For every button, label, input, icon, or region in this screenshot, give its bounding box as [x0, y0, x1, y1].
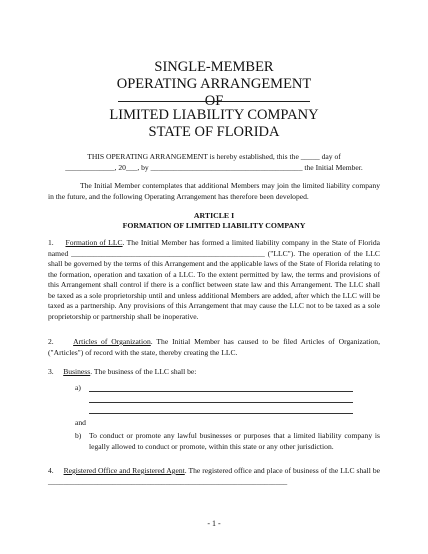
- item-b-text: To conduct or promote any lawful businesses or purposes that a limited liability company is legally allowed to conduct or promote, within this state or any other jurisdiction.: [89, 431, 380, 451]
- section-title: Formation of LLC: [65, 238, 123, 247]
- section-title: Business: [63, 367, 91, 376]
- intro-paragraph-2: The Initial Member contemplates that additional Members may join the limited liability company in the future, and the following Operating Arrangement has therefore been developed.: [48, 181, 380, 201]
- company-line: STATE OF FLORIDA: [148, 124, 280, 140]
- section-title: Articles of Organization: [73, 337, 151, 346]
- section-number: 2.: [48, 337, 54, 346]
- company-line: LIMITED LIABILITY COMPANY: [109, 107, 319, 123]
- section-text: . The registered office and place of business of the LLC shall be _______________________________________________________________: [48, 466, 380, 486]
- item-label-b: b): [75, 431, 82, 440]
- title-line: SINGLE-MEMBER: [154, 59, 274, 75]
- company-name-blank: [118, 101, 310, 102]
- section-title: Registered Office and Registered Agent: [63, 466, 185, 475]
- business-item-b: [75, 431, 380, 452]
- section-text: . The Initial Member has caused to be filed Articles of Organization, ("Articles") of record with the state, thereby creating the LLC.: [48, 337, 380, 357]
- section-number: 4.: [48, 466, 54, 475]
- section-number: 1.: [48, 238, 54, 247]
- blank-line: [89, 402, 353, 403]
- section-registered-office: [48, 466, 380, 487]
- intro-paragraph: [48, 152, 380, 173]
- blank-line: [89, 413, 353, 414]
- blank-line: [89, 391, 353, 392]
- company-heading: [0, 107, 428, 141]
- title-line: OF: [204, 93, 224, 109]
- item-label-a: a): [75, 383, 81, 392]
- and-connector: and: [75, 418, 86, 427]
- article-title: FORMATION OF LIMITED LIABILITY COMPANY: [122, 221, 306, 230]
- section-number: 3.: [48, 367, 54, 376]
- page-number: - 1 -: [207, 519, 221, 528]
- intro-line: _____________, 20___, by ________________________________________ the Initial Member.: [65, 162, 363, 172]
- document-title: [0, 59, 428, 110]
- section-articles: [48, 337, 380, 358]
- section-text: . The business of the LLC shall be:: [90, 367, 197, 376]
- section-text: . The Initial Member has formed a limited liability company in the State of Florida named ___________________________________________________ ("LLC"). The operation of the LLC shall be governed by the terms of this Arrangement and the applicable laws of the State of Florida relating to the formation, operation and taxation of a LLC. To the extent permitted by law, the terms and provisions of this Arrangement shall control if there is a conflict between state law and this Arrangement. The LLC shall be taxed as a sole proprietorship until and unless additional Members are added, after which the LLC will be taxed as a partnership. Any provisions of this Arrangement that may cause the LLC not to be taxed as a sole proprietorship or partnership shall be inoperative.: [48, 238, 380, 321]
- article-number: ARTICLE I: [193, 211, 235, 220]
- intro-line: THIS OPERATING ARRANGEMENT is hereby established, this the _____ day of: [87, 152, 341, 161]
- section-formation: [48, 238, 380, 322]
- title-line: OPERATING ARRANGEMENT: [116, 76, 312, 92]
- section-business: [48, 367, 380, 378]
- business-purpose-blanks: [65, 383, 385, 423]
